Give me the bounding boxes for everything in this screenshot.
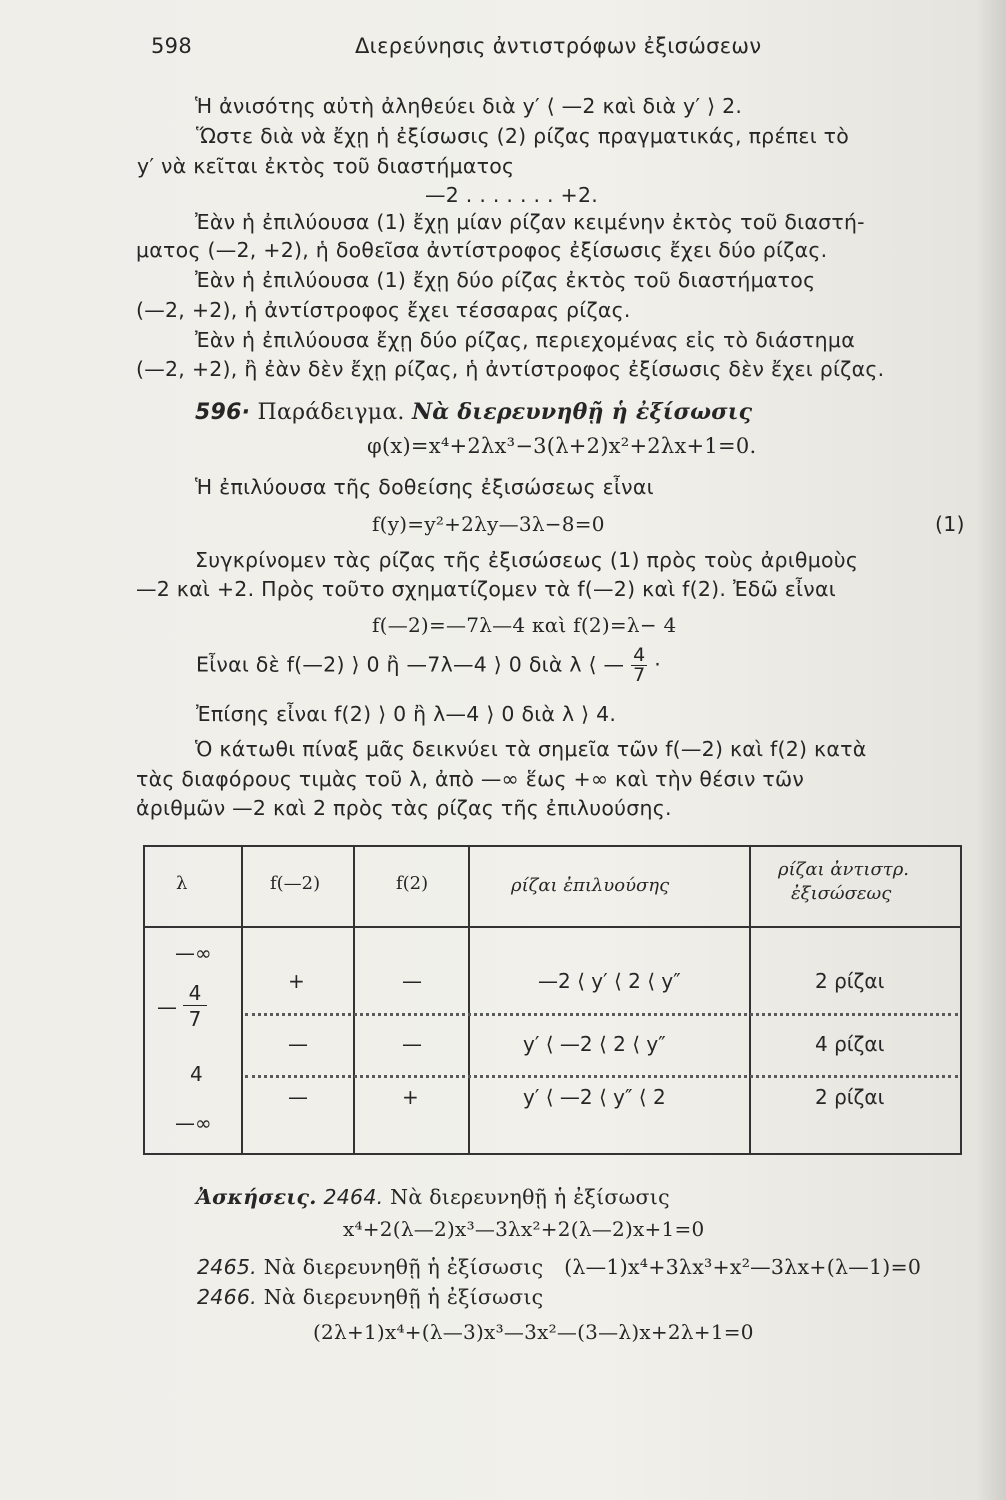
cell-f-minus-2: — [288, 1032, 308, 1056]
page-number: 598 [151, 34, 192, 58]
table-col-border [143, 845, 145, 1155]
text-line: (—2, +2), ἢ ἐὰν δὲν ἔχῃ ρίζας, ἡ ἀντίστροφος ἐξίσωσις δὲν ἔχει ρίζας. [136, 357, 885, 381]
exercise-2465 [197, 1255, 921, 1279]
lambda-minus-infinity: —∞ [175, 941, 212, 965]
cell-resolvent-roots: —2 ⟨ y′ ⟨ 2 ⟨ y″ [538, 969, 681, 993]
row-separator [245, 1013, 958, 1016]
text-line: y′ νὰ κεῖται ἐκτὸς τοῦ διαστήματος [137, 154, 515, 178]
text-line: Ὥστε διὰ νὰ ἔχῃ ἡ ἐξίσωσις (2) ρίζας πραγματικάς, πρέπει τὸ [196, 124, 850, 148]
text-line: Ἐὰν ἡ ἐπιλύουσα (1) ἔχῃ δύο ρίζας ἐκτὸς τοῦ διαστήματος [195, 268, 816, 292]
lambda-four: 4 [190, 1062, 203, 1086]
table-rule-header [143, 926, 962, 928]
cell-f-2: — [402, 969, 422, 993]
equation-tag: (1) [935, 512, 965, 536]
cell-f-minus-2: + [288, 969, 305, 993]
exercise-equation: x⁴+2(λ—2)x³—3λx²+2(λ—2)x+1=0 [343, 1217, 705, 1241]
header-inverse-roots-2: ἐξισώσεως [791, 883, 892, 904]
sign-table [143, 845, 962, 1157]
exercise-equation: (λ—1)x⁴+3λx³+x²—3λx+(λ—1)=0 [564, 1255, 922, 1279]
table-col-border [353, 845, 355, 1155]
cell-inverse-roots: 4 ρίζαι [815, 1032, 885, 1056]
text-line: Ἐὰν ἡ ἐπιλύουσα ἔχῃ δύο ρίζας, περιεχομένας εἰς τὸ διάστημα [195, 328, 855, 352]
condition-end: · [654, 652, 661, 677]
cell-f-2: + [402, 1085, 419, 1109]
text-line: ματος (—2, +2), ἡ δοθεῖσα ἀντίστροφος ἐξίσωσις ἔχει δύο ρίζας. [136, 238, 828, 262]
lambda-plus-infinity: —∞ [175, 1111, 212, 1135]
values-equation: f(—2)=—7λ—4 καὶ f(2)=λ− 4 [372, 613, 677, 637]
exercise-number: 2465. [197, 1255, 257, 1279]
condition-text: Εἶναι δὲ f(—2) ⟩ 0 ἢ —7λ—4 ⟩ 0 διὰ λ ⟨ — [196, 652, 625, 677]
interval-line: —2 . . . . . . . +2. [425, 183, 599, 207]
row-separator [245, 1075, 958, 1078]
exercise-number: 2464. [323, 1185, 384, 1209]
header-lambda: λ [176, 873, 188, 894]
condition-line [196, 646, 661, 685]
fraction-denominator: 7 [633, 664, 646, 686]
cell-f-minus-2: — [288, 1085, 308, 1109]
text-line: τὰς διαφόρους τιμὰς τοῦ λ, ἀπὸ —∞ ἕως +∞ καὶ τὴν θέσιν τῶν [136, 767, 805, 791]
header-f-2: f(2) [396, 873, 429, 894]
header-f-minus-2: f(—2) [270, 873, 321, 894]
exercise-text: Νὰ διερευνηθῇ ἡ ἐξίσωσις [390, 1185, 670, 1209]
text-line: Ὁ κάτωθι πίναξ μᾶς δεικνύει τὰ σημεῖα τῶν f(—2) καὶ f(2) κατὰ [195, 737, 867, 761]
section-title: Παράδειγμα. [257, 400, 405, 425]
cell-inverse-roots: 2 ρίζαι [815, 1085, 885, 1109]
fraction-numerator: 4 [633, 644, 646, 666]
text-line: Ἐὰν ἡ ἐπιλύουσα (1) ἔχῃ μίαν ρίζαν κειμένην ἐκτὸς τοῦ διαστή- [195, 210, 865, 234]
running-title: Διερεύνησις ἀντιστρόφων ἐξισώσεων [355, 34, 762, 58]
cell-resolvent-roots: y′ ⟨ —2 ⟨ y″ ⟨ 2 [523, 1085, 666, 1109]
lambda-fraction-numerator: 4 [183, 981, 207, 1006]
lambda-fraction-sign: — [157, 995, 177, 1019]
cell-inverse-roots: 2 ρίζαι [815, 969, 885, 993]
table-col-border [241, 845, 243, 1155]
main-equation: φ(x)=x⁴+2λx³−3(λ+2)x²+2λx+1=0. [367, 434, 757, 458]
exercise-text: Νὰ διερευνηθῇ ἡ ἐξίσωσις [263, 1255, 544, 1279]
fraction [631, 646, 647, 685]
text-line: Ἡ ἐπιλύουσα τῆς δοθείσης ἐξισώσεως εἶναι [195, 475, 654, 499]
header-inverse-roots: ρίζαι ἀντιστρ. [778, 859, 909, 880]
section-subtitle: Νὰ διερευνηθῇ ἡ ἐξίσωσις [411, 399, 753, 425]
cell-resolvent-roots: y′ ⟨ —2 ⟨ 2 ⟨ y″ [523, 1032, 666, 1056]
text-line: ἀριθμῶν —2 καὶ 2 πρὸς τὰς ρίζας τῆς ἐπιλυούσης. [136, 796, 672, 820]
text-line: Ἡ ἀνισότης αὐτὴ ἀληθεύει διὰ y′ ⟨ —2 καὶ διὰ y′ ⟩ 2. [195, 94, 743, 118]
table-col-border [749, 845, 751, 1155]
cell-f-2: — [402, 1032, 422, 1056]
lambda-fraction-denominator: 7 [188, 1007, 202, 1031]
header-resolvent-roots: ρίζαι ἐπιλυούσης [511, 875, 670, 896]
exercises-label: Ἀσκήσεις. [196, 1185, 317, 1209]
exercise-2464 [196, 1185, 670, 1209]
exercise-2466 [197, 1285, 543, 1309]
section-number: 596· [195, 400, 251, 425]
table-col-border [960, 845, 962, 1155]
table-rule-bottom [143, 1153, 962, 1155]
resolvent-equation: f(y)=y²+2λy—3λ−8=0 [372, 512, 605, 536]
text-line: Ἐπίσης εἶναι f(2) ⟩ 0 ἢ λ—4 ⟩ 0 διὰ λ ⟩ 4. [196, 702, 617, 726]
exercise-number: 2466. [197, 1285, 257, 1309]
table-rule-top [143, 845, 962, 847]
table-col-border [468, 845, 470, 1155]
text-line: (—2, +2), ἡ ἀντίστροφος ἔχει τέσσαρας ρίζας. [136, 298, 631, 322]
text-line: Συγκρίνομεν τὰς ρίζας τῆς ἐξισώσεως (1) πρὸς τοὺς ἀριθμοὺς [195, 548, 859, 572]
exercise-text: Νὰ διερευνηθῇ ἡ ἐξίσωσις [263, 1285, 544, 1309]
section-heading [195, 399, 752, 425]
exercise-equation: (2λ+1)x⁴+(λ—3)x³—3x²—(3—λ)x+2λ+1=0 [313, 1320, 754, 1344]
text-line: —2 καὶ +2. Πρὸς τοῦτο σχηματίζομεν τὰ f(—2) καὶ f(2). Ἐδῶ εἶναι [136, 577, 836, 601]
